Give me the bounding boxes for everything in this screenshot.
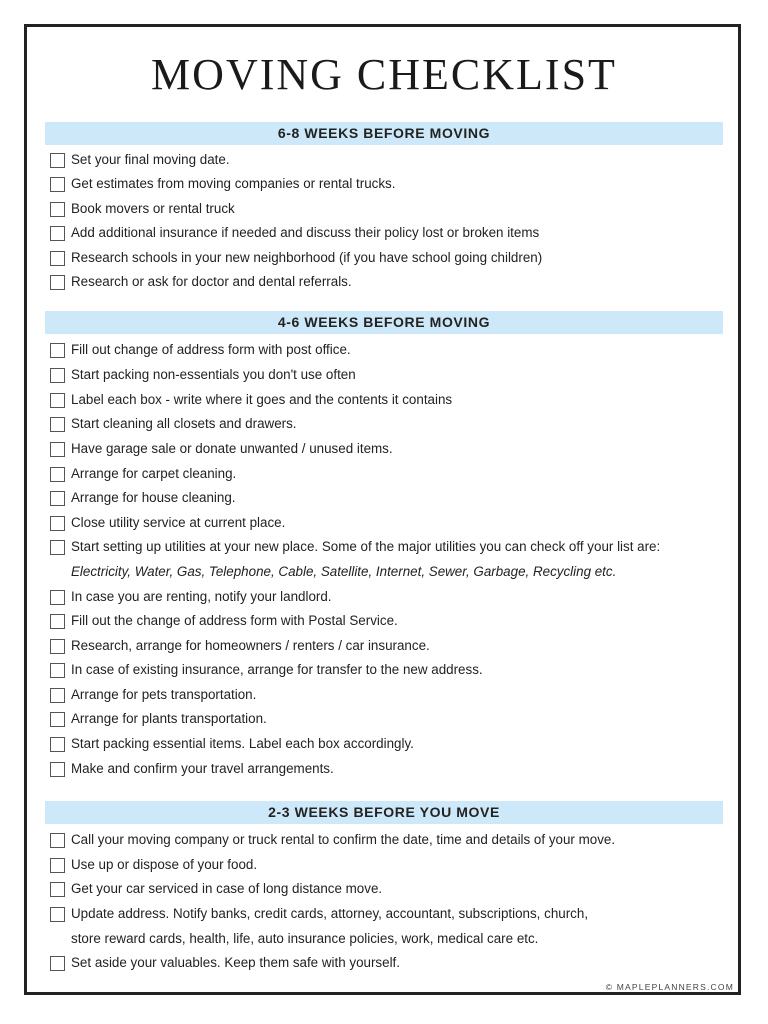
checklist-item-label: Arrange for house cleaning.: [71, 490, 236, 505]
checkbox[interactable]: [50, 442, 65, 457]
checklist-item-label: Start packing non-essentials you don't use often: [71, 367, 356, 382]
checklist-item-label: Fill out change of address form with post office.: [71, 342, 351, 357]
checkbox[interactable]: [50, 226, 65, 241]
checkbox[interactable]: [50, 417, 65, 432]
checklist-item-label: Close utility service at current place.: [71, 515, 286, 530]
checklist-item[interactable]: [50, 856, 730, 880]
checkbox[interactable]: [50, 762, 65, 777]
checkbox[interactable]: [50, 202, 65, 217]
checkbox[interactable]: [50, 177, 65, 192]
checklist-item[interactable]: [50, 514, 730, 538]
checkbox[interactable]: [50, 858, 65, 873]
checkbox[interactable]: [50, 467, 65, 482]
checklist-item-label: Start cleaning all closets and drawers.: [71, 416, 297, 431]
checklist-item-label: In case of existing insurance, arrange for transfer to the new address.: [71, 662, 483, 677]
section-header-6-8-weeks: 6-8 WEEKS BEFORE MOVING: [45, 122, 723, 145]
checklist-item-label: Research or ask for doctor and dental referrals.: [71, 274, 352, 289]
checklist-item[interactable]: [50, 686, 730, 710]
checklist-item-label: Fill out the change of address form with Postal Service.: [71, 613, 398, 628]
section-header-2-3-weeks: 2-3 WEEKS BEFORE YOU MOVE: [45, 801, 723, 824]
checklist-item[interactable]: [50, 224, 730, 248]
checklist-item-label: Update address. Notify banks, credit cards, attorney, accountant, subscriptions, church,: [71, 906, 589, 921]
checklist-item-label: Arrange for pets transportation.: [71, 687, 257, 702]
checkbox[interactable]: [50, 614, 65, 629]
checklist-item-label: Add additional insurance if needed and discuss their policy lost or broken items: [71, 225, 540, 240]
checkbox[interactable]: [50, 712, 65, 727]
checkbox[interactable]: [50, 639, 65, 654]
checkbox[interactable]: [50, 688, 65, 703]
checkbox[interactable]: [50, 907, 65, 922]
checkbox[interactable]: [50, 663, 65, 678]
checklist-item[interactable]: [50, 954, 730, 978]
page-title: MOVING CHECKLIST: [151, 50, 617, 99]
checklist-item[interactable]: [50, 341, 730, 365]
checkbox[interactable]: [50, 368, 65, 383]
checklist-item[interactable]: [50, 905, 730, 929]
checkbox[interactable]: [50, 153, 65, 168]
checklist-item-label: Start packing essential items. Label each box accordingly.: [71, 736, 414, 751]
checklist-item[interactable]: [50, 465, 730, 489]
checklist-item[interactable]: [50, 273, 730, 297]
checklist-item-label: Book movers or rental truck: [71, 201, 235, 216]
checklist-item-label: In case you are renting, notify your landlord.: [71, 589, 332, 604]
checklist-item-label: Label each box - write where it goes and the contents it contains: [71, 392, 453, 407]
section-header-4-6-weeks: 4-6 WEEKS BEFORE MOVING: [45, 311, 723, 334]
checklist-item[interactable]: [50, 880, 730, 904]
checkbox[interactable]: [50, 275, 65, 290]
checklist-item[interactable]: [50, 175, 730, 199]
address-continuation: store reward cards, health, life, auto insurance policies, work, medical care etc.: [71, 931, 539, 946]
checklist-item[interactable]: [50, 637, 730, 661]
checkbox[interactable]: [50, 251, 65, 266]
checkbox[interactable]: [50, 833, 65, 848]
checkbox[interactable]: [50, 516, 65, 531]
checkbox[interactable]: [50, 393, 65, 408]
checklist-item[interactable]: [50, 710, 730, 734]
checklist-item[interactable]: [50, 661, 730, 685]
checkbox[interactable]: [50, 737, 65, 752]
checklist-item[interactable]: [50, 151, 730, 175]
checklist-item-label: Start setting up utilities at your new place. Some of the major utilities you can check off your list are:: [71, 539, 661, 554]
checklist-item-label: Make and confirm your travel arrangements.: [71, 761, 334, 776]
checkbox[interactable]: [50, 882, 65, 897]
checklist-item[interactable]: [50, 735, 730, 759]
checklist-item-label: Research, arrange for homeowners / renters / car insurance.: [71, 638, 430, 653]
checklist-item[interactable]: [50, 588, 730, 612]
checklist-item-label: Set your final moving date.: [71, 152, 230, 167]
checklist-item[interactable]: [50, 538, 730, 562]
checkbox[interactable]: [50, 343, 65, 358]
checklist-item-label: Research schools in your new neighborhood (if you have school going children): [71, 250, 543, 265]
checklist-item[interactable]: [50, 612, 730, 636]
checklist-item[interactable]: [50, 831, 730, 855]
checklist-item[interactable]: [50, 366, 730, 390]
footer-credit: © MAPLEPLANNERS.COM: [605, 982, 734, 992]
checklist-item[interactable]: [50, 200, 730, 224]
checklist-item[interactable]: [50, 440, 730, 464]
checklist-item-label: Get estimates from moving companies or rental trucks.: [71, 176, 396, 191]
utilities-list: Electricity, Water, Gas, Telephone, Cable, Satellite, Internet, Sewer, Garbage, Recycling etc.: [71, 564, 617, 579]
checklist-item[interactable]: [50, 760, 730, 784]
checklist-item-label: Call your moving company or truck rental to confirm the date, time and details of your move.: [71, 832, 616, 847]
checklist-item[interactable]: [50, 489, 730, 513]
checkbox[interactable]: [50, 590, 65, 605]
checklist-item-label: Use up or dispose of your food.: [71, 857, 258, 872]
checklist-item[interactable]: [50, 249, 730, 273]
checkbox[interactable]: [50, 956, 65, 971]
checkbox[interactable]: [50, 491, 65, 506]
checkbox[interactable]: [50, 540, 65, 555]
checklist-item-label: Arrange for carpet cleaning.: [71, 466, 237, 481]
checklist-item[interactable]: [50, 415, 730, 439]
checklist-item-label: Have garage sale or donate unwanted / unused items.: [71, 441, 393, 456]
checklist-item[interactable]: [50, 391, 730, 415]
checklist-item-label: Arrange for plants transportation.: [71, 711, 267, 726]
checklist-item-label: Get your car serviced in case of long distance move.: [71, 881, 383, 896]
checklist-item-label: Set aside your valuables. Keep them safe with yourself.: [71, 955, 400, 970]
